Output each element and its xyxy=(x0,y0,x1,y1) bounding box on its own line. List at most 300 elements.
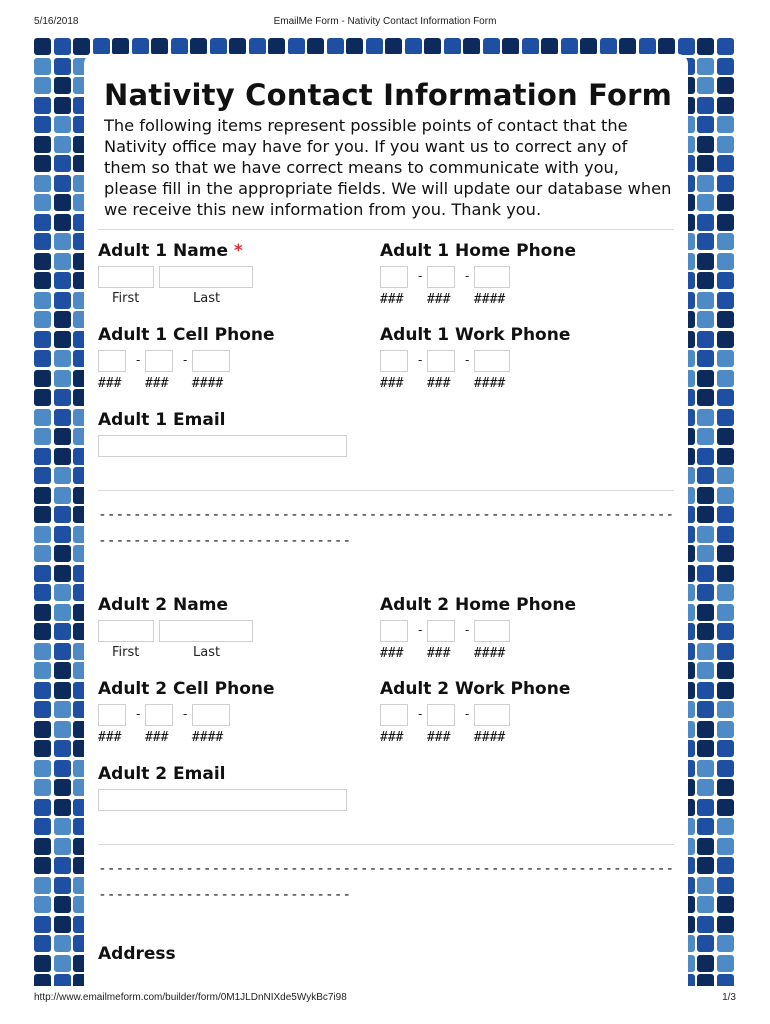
adult2-home-phone-prefix-input[interactable] xyxy=(427,620,455,642)
pattern-tile xyxy=(717,857,734,874)
phone-separator: - xyxy=(136,353,141,367)
print-url: http://www.emailmeform.com/builder/form/0M1JLDnNIXde5WykBc7i98 xyxy=(34,992,347,1003)
pattern-tile xyxy=(54,38,71,55)
pattern-tile xyxy=(34,116,51,133)
pattern-tile xyxy=(717,448,734,465)
pattern-tile xyxy=(54,409,71,426)
pattern-tile xyxy=(717,214,734,231)
pattern-tile xyxy=(34,350,51,367)
pattern-tile xyxy=(697,58,714,75)
pattern-tile xyxy=(697,116,714,133)
pattern-tile xyxy=(34,974,51,986)
pattern-tile xyxy=(717,38,734,55)
phone-format-hint: ### ### #### xyxy=(380,646,506,661)
pattern-tile xyxy=(210,38,227,55)
pattern-tile xyxy=(717,916,734,933)
pattern-tile xyxy=(697,97,714,114)
phone-separator: - xyxy=(183,707,188,721)
adult2-work-phone-line-input[interactable] xyxy=(474,704,510,726)
pattern-tile xyxy=(717,955,734,972)
pattern-tile xyxy=(34,935,51,952)
pattern-tile xyxy=(717,116,734,133)
pattern-tile xyxy=(34,370,51,387)
pattern-tile xyxy=(717,740,734,757)
pattern-tile xyxy=(717,935,734,952)
pattern-tile xyxy=(366,38,383,55)
pattern-tile xyxy=(54,701,71,718)
pattern-tile xyxy=(678,38,695,55)
pattern-tile xyxy=(54,662,71,679)
pattern-tile xyxy=(54,506,71,523)
print-footer xyxy=(34,992,736,1006)
phone-format-hint: ### ### #### xyxy=(98,376,224,391)
phone-separator: - xyxy=(465,353,470,367)
pattern-tile xyxy=(697,175,714,192)
pattern-tile xyxy=(34,272,51,289)
pattern-tile xyxy=(697,760,714,777)
pattern-tile xyxy=(288,38,305,55)
adult1-cell-phone-line-input[interactable] xyxy=(192,350,230,372)
pattern-tile xyxy=(697,604,714,621)
pattern-tile xyxy=(54,136,71,153)
adult1-home-phone-label: Adult 1 Home Phone xyxy=(380,241,576,261)
pattern-tile xyxy=(249,38,266,55)
pattern-tile xyxy=(54,311,71,328)
pattern-tile xyxy=(717,389,734,406)
phone-separator: - xyxy=(418,353,423,367)
pattern-tile xyxy=(54,214,71,231)
phone-separator: - xyxy=(136,707,141,721)
pattern-tile xyxy=(717,682,734,699)
pattern-tile xyxy=(697,721,714,738)
pattern-tile xyxy=(54,721,71,738)
pattern-tile xyxy=(697,740,714,757)
pattern-tile xyxy=(34,565,51,582)
pattern-tile xyxy=(54,292,71,309)
pattern-tile xyxy=(54,565,71,582)
pattern-tile xyxy=(697,623,714,640)
pattern-tile xyxy=(34,136,51,153)
pattern-tile xyxy=(54,175,71,192)
adult1-name-label: Adult 1 Name * xyxy=(98,241,243,261)
pattern-tile xyxy=(190,38,207,55)
pattern-tile xyxy=(54,526,71,543)
pattern-tile xyxy=(717,584,734,601)
separator-dashes: ----------------------------------------------------------------------------------------------- xyxy=(98,861,675,903)
pattern-tile xyxy=(717,877,734,894)
pattern-tile xyxy=(619,38,636,55)
pattern-tile xyxy=(73,38,90,55)
phone-separator: - xyxy=(418,269,423,283)
pattern-tile xyxy=(54,818,71,835)
pattern-tile xyxy=(717,175,734,192)
pattern-tile xyxy=(717,155,734,172)
pattern-tile xyxy=(34,331,51,348)
pattern-tile xyxy=(717,818,734,835)
pattern-tile xyxy=(697,409,714,426)
pattern-tile xyxy=(54,857,71,874)
pattern-tile xyxy=(717,545,734,562)
adult1-cell-phone-area-input[interactable] xyxy=(98,350,126,372)
pattern-tile xyxy=(54,233,71,250)
adult1-last-name-input[interactable] xyxy=(159,266,253,288)
pattern-tile xyxy=(717,799,734,816)
pattern-tile xyxy=(268,38,285,55)
pattern-tile xyxy=(717,838,734,855)
separator-dashes: ----------------------------------------------------------------------------------------------- xyxy=(98,507,675,549)
adult2-name-label: Adult 2 Name xyxy=(98,595,228,615)
pattern-tile xyxy=(717,253,734,270)
pattern-tile xyxy=(34,77,51,94)
pattern-tile xyxy=(717,311,734,328)
pattern-tile xyxy=(34,58,51,75)
pattern-tile xyxy=(717,662,734,679)
pattern-tile xyxy=(717,370,734,387)
form-title: Nativity Contact Information Form xyxy=(104,78,672,112)
pattern-tile xyxy=(112,38,129,55)
pattern-tile xyxy=(717,779,734,796)
pattern-tile xyxy=(34,253,51,270)
pattern-tile xyxy=(34,194,51,211)
pattern-tile xyxy=(717,623,734,640)
adult2-email-label: Adult 2 Email xyxy=(98,764,226,784)
divider xyxy=(98,844,674,845)
pattern-tile xyxy=(697,467,714,484)
pattern-tile xyxy=(697,662,714,679)
pattern-tile xyxy=(34,526,51,543)
pattern-tile xyxy=(34,311,51,328)
pattern-tile xyxy=(717,272,734,289)
pattern-tile xyxy=(697,331,714,348)
pattern-tile xyxy=(54,604,71,621)
pattern-tile xyxy=(54,740,71,757)
pattern-tile xyxy=(54,974,71,986)
pattern-tile xyxy=(522,38,539,55)
adult2-last-name-input[interactable] xyxy=(159,620,253,642)
pattern-tile xyxy=(54,155,71,172)
pattern-tile xyxy=(697,350,714,367)
pattern-tile xyxy=(717,194,734,211)
pattern-tile xyxy=(697,955,714,972)
adult2-home-phone-label: Adult 2 Home Phone xyxy=(380,595,576,615)
pattern-tile xyxy=(34,409,51,426)
pattern-tile xyxy=(54,331,71,348)
pattern-tile xyxy=(34,389,51,406)
pattern-tile xyxy=(54,799,71,816)
pattern-tile xyxy=(34,877,51,894)
pattern-tile xyxy=(697,584,714,601)
pattern-tile xyxy=(405,38,422,55)
pattern-tile xyxy=(54,955,71,972)
pattern-tile xyxy=(34,799,51,816)
pattern-tile xyxy=(717,974,734,986)
pattern-tile xyxy=(34,662,51,679)
divider xyxy=(98,490,674,491)
adult1-work-phone-line-input[interactable] xyxy=(474,350,510,372)
pattern-tile xyxy=(600,38,617,55)
pattern-tile xyxy=(717,136,734,153)
adult2-work-phone-area-input[interactable] xyxy=(380,704,408,726)
pattern-tile xyxy=(54,58,71,75)
adult1-email-input[interactable] xyxy=(98,435,347,457)
adult2-email-input[interactable] xyxy=(98,789,347,811)
pattern-tile xyxy=(34,779,51,796)
adult2-cell-phone-prefix-input[interactable] xyxy=(145,704,173,726)
pattern-tile xyxy=(697,643,714,660)
pattern-tile xyxy=(697,818,714,835)
phone-separator: - xyxy=(183,353,188,367)
last-sublabel: Last xyxy=(193,291,221,306)
pattern-tile xyxy=(54,545,71,562)
pattern-tile xyxy=(697,136,714,153)
pattern-tile xyxy=(34,175,51,192)
pattern-tile xyxy=(717,409,734,426)
pattern-tile xyxy=(54,467,71,484)
form-intro: The following items represent possible points of contact that the Nativity office may have for you. If you want us to correct any of them so that we have correct means to communicate with you, please fill in the appropriate fields. We will update our database when we receive this new information from you. Thank you. xyxy=(104,116,672,219)
pattern-tile xyxy=(697,896,714,913)
pattern-tile xyxy=(34,545,51,562)
print-header xyxy=(34,16,736,30)
pattern-tile xyxy=(697,155,714,172)
pattern-tile xyxy=(34,487,51,504)
address-label: Address xyxy=(98,944,176,964)
pattern-tile xyxy=(697,935,714,952)
pattern-tile xyxy=(463,38,480,55)
pattern-tile xyxy=(697,233,714,250)
pattern-tile xyxy=(34,584,51,601)
pattern-tile xyxy=(34,818,51,835)
pattern-tile xyxy=(34,467,51,484)
pattern-tile xyxy=(697,682,714,699)
pattern-tile xyxy=(34,292,51,309)
pattern-tile xyxy=(54,877,71,894)
pattern-tile xyxy=(54,97,71,114)
pattern-tile xyxy=(151,38,168,55)
pattern-tile xyxy=(717,350,734,367)
pattern-tile xyxy=(132,38,149,55)
pattern-tile xyxy=(697,311,714,328)
pattern-tile xyxy=(717,467,734,484)
pattern-tile xyxy=(93,38,110,55)
pattern-tile xyxy=(171,38,188,55)
required-mark: * xyxy=(233,241,243,261)
print-title: EmailMe Form - Nativity Contact Information Form xyxy=(273,16,497,27)
pattern-tile xyxy=(34,838,51,855)
pattern-tile xyxy=(54,779,71,796)
pattern-tile xyxy=(697,838,714,855)
adult1-work-phone-label: Adult 1 Work Phone xyxy=(380,325,571,345)
pattern-tile xyxy=(346,38,363,55)
adult2-work-phone-prefix-input[interactable] xyxy=(427,704,455,726)
pattern-tile xyxy=(717,97,734,114)
pattern-tile xyxy=(229,38,246,55)
pattern-tile xyxy=(54,350,71,367)
pattern-tile xyxy=(54,389,71,406)
last-sublabel: Last xyxy=(193,645,221,660)
pattern-tile xyxy=(717,487,734,504)
pattern-tile xyxy=(54,682,71,699)
pattern-tile xyxy=(34,155,51,172)
pattern-tile xyxy=(54,272,71,289)
pattern-tile xyxy=(697,565,714,582)
pattern-tile xyxy=(697,214,714,231)
pattern-tile xyxy=(54,916,71,933)
adult1-cell-phone-prefix-input[interactable] xyxy=(145,350,173,372)
pattern-tile xyxy=(717,77,734,94)
adult1-home-phone-area-input[interactable] xyxy=(380,266,408,288)
adult1-work-phone-area-input[interactable] xyxy=(380,350,408,372)
adult1-home-phone-prefix-input[interactable] xyxy=(427,266,455,288)
pattern-tile xyxy=(717,643,734,660)
adult1-first-name-input[interactable] xyxy=(98,266,154,288)
adult2-cell-phone-line-input[interactable] xyxy=(192,704,230,726)
pattern-tile xyxy=(424,38,441,55)
pattern-tile xyxy=(697,877,714,894)
pattern-tile xyxy=(444,38,461,55)
pattern-tile xyxy=(717,896,734,913)
pattern-tile xyxy=(385,38,402,55)
adult2-first-name-input[interactable] xyxy=(98,620,154,642)
adult1-home-phone-line-input[interactable] xyxy=(474,266,510,288)
pattern-tile xyxy=(54,77,71,94)
pattern-tile xyxy=(697,272,714,289)
pattern-tile xyxy=(54,935,71,952)
adult2-cell-phone-area-input[interactable] xyxy=(98,704,126,726)
pattern-tile xyxy=(54,370,71,387)
pattern-tile xyxy=(34,97,51,114)
pattern-tile xyxy=(717,721,734,738)
pattern-tile xyxy=(717,604,734,621)
pattern-tile xyxy=(697,779,714,796)
pattern-tile xyxy=(307,38,324,55)
pattern-tile xyxy=(502,38,519,55)
pattern-tile xyxy=(54,896,71,913)
pattern-tile xyxy=(697,701,714,718)
pattern-tile xyxy=(697,916,714,933)
pattern-tile xyxy=(54,760,71,777)
phone-separator: - xyxy=(418,623,423,637)
pattern-tile xyxy=(697,253,714,270)
pattern-tile xyxy=(34,643,51,660)
first-sublabel: First xyxy=(112,645,140,660)
pattern-tile xyxy=(34,740,51,757)
divider xyxy=(98,229,674,230)
pattern-tile xyxy=(34,214,51,231)
pattern-tile xyxy=(34,233,51,250)
pattern-tile xyxy=(54,428,71,445)
pattern-tile xyxy=(697,974,714,986)
pattern-tile xyxy=(54,487,71,504)
pattern-tile xyxy=(697,526,714,543)
pattern-tile xyxy=(717,760,734,777)
pattern-tile xyxy=(34,857,51,874)
pattern-tile xyxy=(580,38,597,55)
pattern-tile xyxy=(54,253,71,270)
adult2-home-phone-line-input[interactable] xyxy=(474,620,510,642)
pattern-tile xyxy=(34,916,51,933)
pattern-tile xyxy=(54,838,71,855)
adult1-cell-phone-label: Adult 1 Cell Phone xyxy=(98,325,275,345)
phone-separator: - xyxy=(465,623,470,637)
print-page-count: 1/3 xyxy=(722,992,736,1003)
phone-separator: - xyxy=(418,707,423,721)
form-card xyxy=(84,54,688,986)
pattern-tile xyxy=(697,77,714,94)
pattern-tile xyxy=(34,721,51,738)
pattern-tile xyxy=(717,331,734,348)
phone-separator: - xyxy=(465,269,470,283)
pattern-tile xyxy=(697,428,714,445)
phone-format-hint: ### ### #### xyxy=(380,730,506,745)
pattern-tile xyxy=(54,584,71,601)
pattern-tile xyxy=(483,38,500,55)
pattern-tile xyxy=(34,896,51,913)
pattern-tile xyxy=(54,116,71,133)
phone-format-hint: ### ### #### xyxy=(380,292,506,307)
pattern-tile xyxy=(697,857,714,874)
pattern-tile xyxy=(697,38,714,55)
pattern-tile xyxy=(697,545,714,562)
pattern-tile xyxy=(54,448,71,465)
pattern-tile xyxy=(697,194,714,211)
pattern-tile xyxy=(327,38,344,55)
pattern-tile xyxy=(717,701,734,718)
pattern-tile xyxy=(717,292,734,309)
pattern-tile xyxy=(697,448,714,465)
pattern-tile xyxy=(34,760,51,777)
pattern-tile xyxy=(717,58,734,75)
pattern-tile xyxy=(717,233,734,250)
pattern-tile xyxy=(697,292,714,309)
pattern-tile xyxy=(34,506,51,523)
first-sublabel: First xyxy=(112,291,140,306)
adult2-work-phone-label: Adult 2 Work Phone xyxy=(380,679,571,699)
phone-format-hint: ### ### #### xyxy=(380,376,506,391)
phone-separator: - xyxy=(465,707,470,721)
pattern-tile xyxy=(34,682,51,699)
pattern-tile xyxy=(717,506,734,523)
pattern-tile xyxy=(561,38,578,55)
pattern-tile xyxy=(34,448,51,465)
pattern-tile xyxy=(717,526,734,543)
phone-format-hint: ### ### #### xyxy=(98,730,224,745)
pattern-tile xyxy=(697,370,714,387)
adult1-work-phone-prefix-input[interactable] xyxy=(427,350,455,372)
pattern-tile xyxy=(34,428,51,445)
pattern-tile xyxy=(697,799,714,816)
adult2-home-phone-area-input[interactable] xyxy=(380,620,408,642)
pattern-tile xyxy=(54,643,71,660)
pattern-tile xyxy=(697,506,714,523)
print-date: 5/16/2018 xyxy=(34,16,79,27)
pattern-tile xyxy=(717,428,734,445)
pattern-tile xyxy=(541,38,558,55)
pattern-tile xyxy=(54,623,71,640)
pattern-tile xyxy=(34,623,51,640)
pattern-tile xyxy=(697,487,714,504)
pattern-tile xyxy=(639,38,656,55)
pattern-tile xyxy=(34,955,51,972)
pattern-tile xyxy=(54,194,71,211)
adult2-cell-phone-label: Adult 2 Cell Phone xyxy=(98,679,275,699)
pattern-tile xyxy=(697,389,714,406)
adult1-email-label: Adult 1 Email xyxy=(98,410,226,430)
pattern-tile xyxy=(717,565,734,582)
pattern-tile xyxy=(658,38,675,55)
pattern-tile xyxy=(34,604,51,621)
pattern-tile xyxy=(34,38,51,55)
pattern-tile xyxy=(34,701,51,718)
